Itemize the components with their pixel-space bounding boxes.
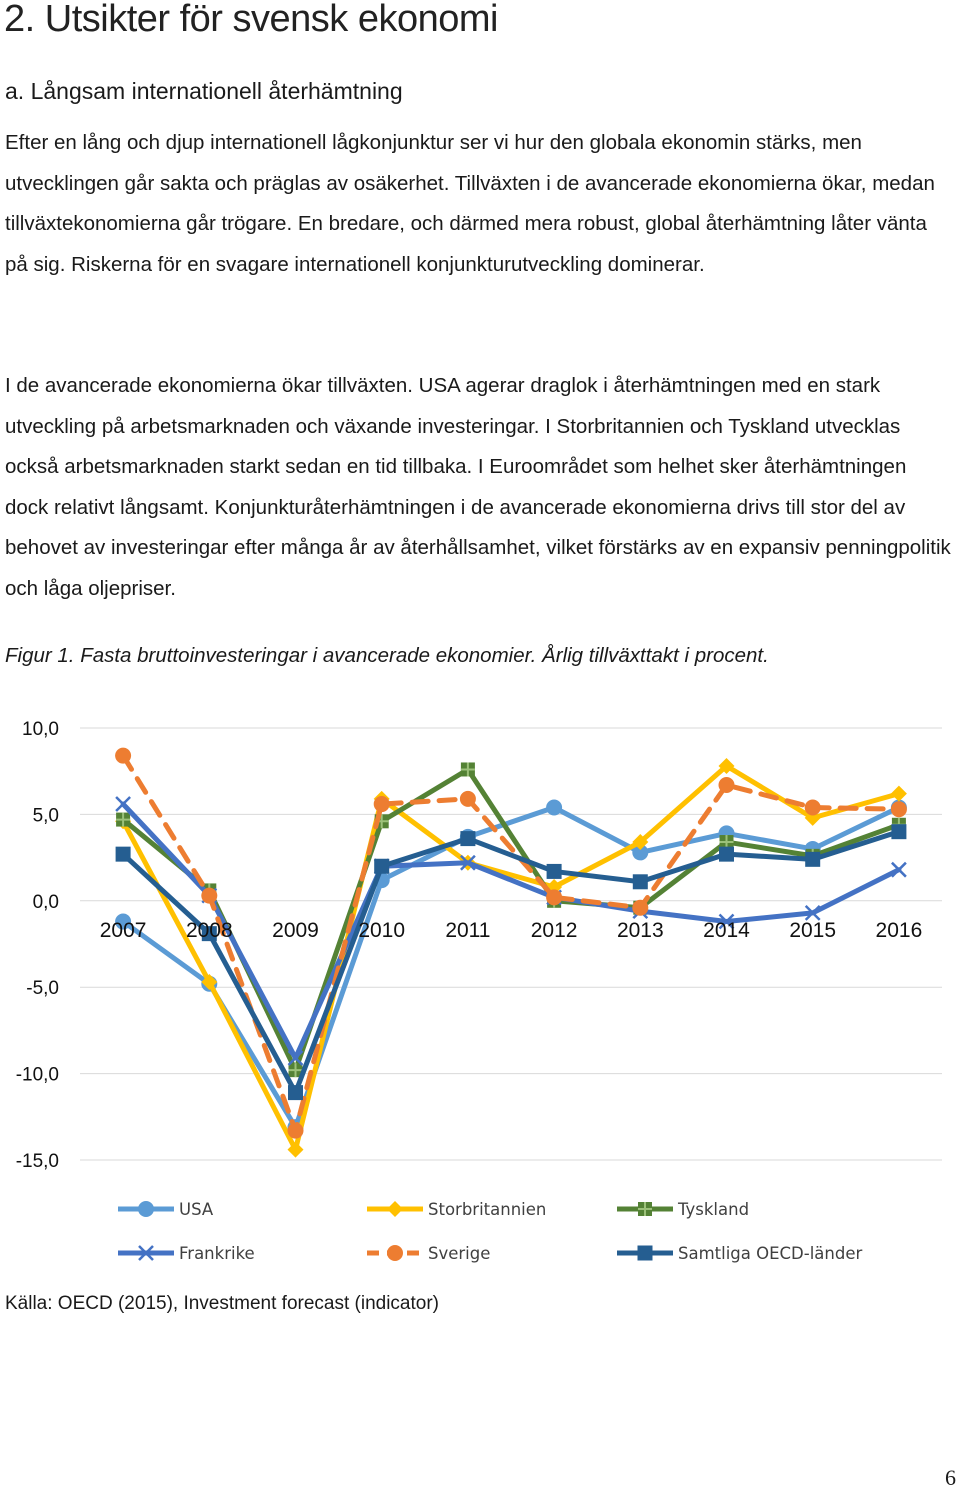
y-tick-label: 10,0 [22,719,59,740]
paragraph-1: Efter en lång och djup internationell lågkonjunktur ser vi hur den globala ekonomin stärks, men utvecklingen går sakta och präglas av osäkerhet. Tillväxten i de avancerade ekonomierna ökar, medan tillväxtekonomierna går trögare. En bredare, och därmed mera robust, global återhämtning låter vänta på sig. Riskerna för en svagare internationell konjunkturutveckling dominerar. [5,131,935,276]
data-point [115,748,131,764]
data-point [632,900,648,916]
data-point [460,791,476,807]
legend-label: Storbritannien [428,1200,547,1219]
x-tick-label: 2016 [875,918,923,942]
data-point [547,864,562,879]
x-tick-label: 2007 [99,918,147,942]
page-number: 6 [945,1465,956,1490]
series-line [123,832,899,1093]
y-tick-label: -5,0 [26,978,59,1000]
x-tick-label: 2009 [272,918,319,942]
series-line [123,756,899,1131]
data-point [805,852,820,867]
data-point [116,847,131,862]
paragraph-2: I de avancerade ekonomierna ökar tillväxten. USA agerar draglok i återhämtningen med en stark utveckling på arbetsmarknaden och växande investeringar. I Storbritannien och Tyskland utvecklas också arbetsmarknaden starkt sedan en tid tillbaka. I Euroområdet som helhet sker återhämtningen dock relativt långsamt. Konjunkturåterhämtningen i de avancerade ekonomierna drivs till stor del av behovet av investeringar efter många år av återhållsamhet, vilket förstärks av en expansiv penningpolitik och låga oljepriser. [5,374,951,600]
legend-label: Sverige [428,1244,491,1263]
data-point [374,859,389,874]
figure-caption: Figur 1. Fasta bruttoinvesteringar i avancerade ekonomier. Årlig tillväxttakt i procent. [5,644,769,667]
x-tick-label: 2010 [358,918,406,942]
data-point [546,799,562,815]
legend-label: Samtliga OECD-länder [678,1244,863,1263]
legend-marker [387,1245,403,1261]
legend-marker [387,1201,403,1217]
source-note: Källa: OECD (2015), Investment forecast (indicator) [5,1293,440,1314]
data-point [805,799,821,815]
line-chart [0,700,960,1280]
y-tick-label: 0,0 [32,891,59,913]
data-point [891,824,906,839]
data-point [116,797,130,811]
y-tick-label: -10,0 [15,1064,59,1086]
x-tick-label: 2008 [185,918,233,942]
data-point [288,1085,303,1100]
x-tick-label: 2012 [530,918,578,942]
legend-label: USA [179,1200,214,1219]
legend-label: Tyskland [678,1200,750,1219]
data-point [891,801,907,817]
legend-marker [138,1201,154,1217]
x-tick-label: 2014 [703,918,750,942]
x-tick-label: 2013 [616,918,664,942]
data-point [201,888,217,904]
y-tick-label: -15,0 [15,1151,59,1172]
data-point [460,831,475,846]
y-tick-label: 5,0 [32,805,59,827]
legend-marker [638,1246,653,1261]
x-tick-label: 2011 [445,918,491,942]
data-point [633,874,648,889]
data-point [891,786,907,802]
data-point [719,847,734,862]
data-point [288,1123,304,1139]
legend-label: Frankrike [179,1244,255,1263]
section-heading: 2. Utsikter för svensk ekonomi [4,0,498,40]
subsection-heading: a. Långsam internationell återhämtning [5,78,403,104]
data-point [546,889,562,905]
data-point [719,777,735,793]
data-point [374,796,390,812]
x-tick-label: 2015 [789,918,837,942]
